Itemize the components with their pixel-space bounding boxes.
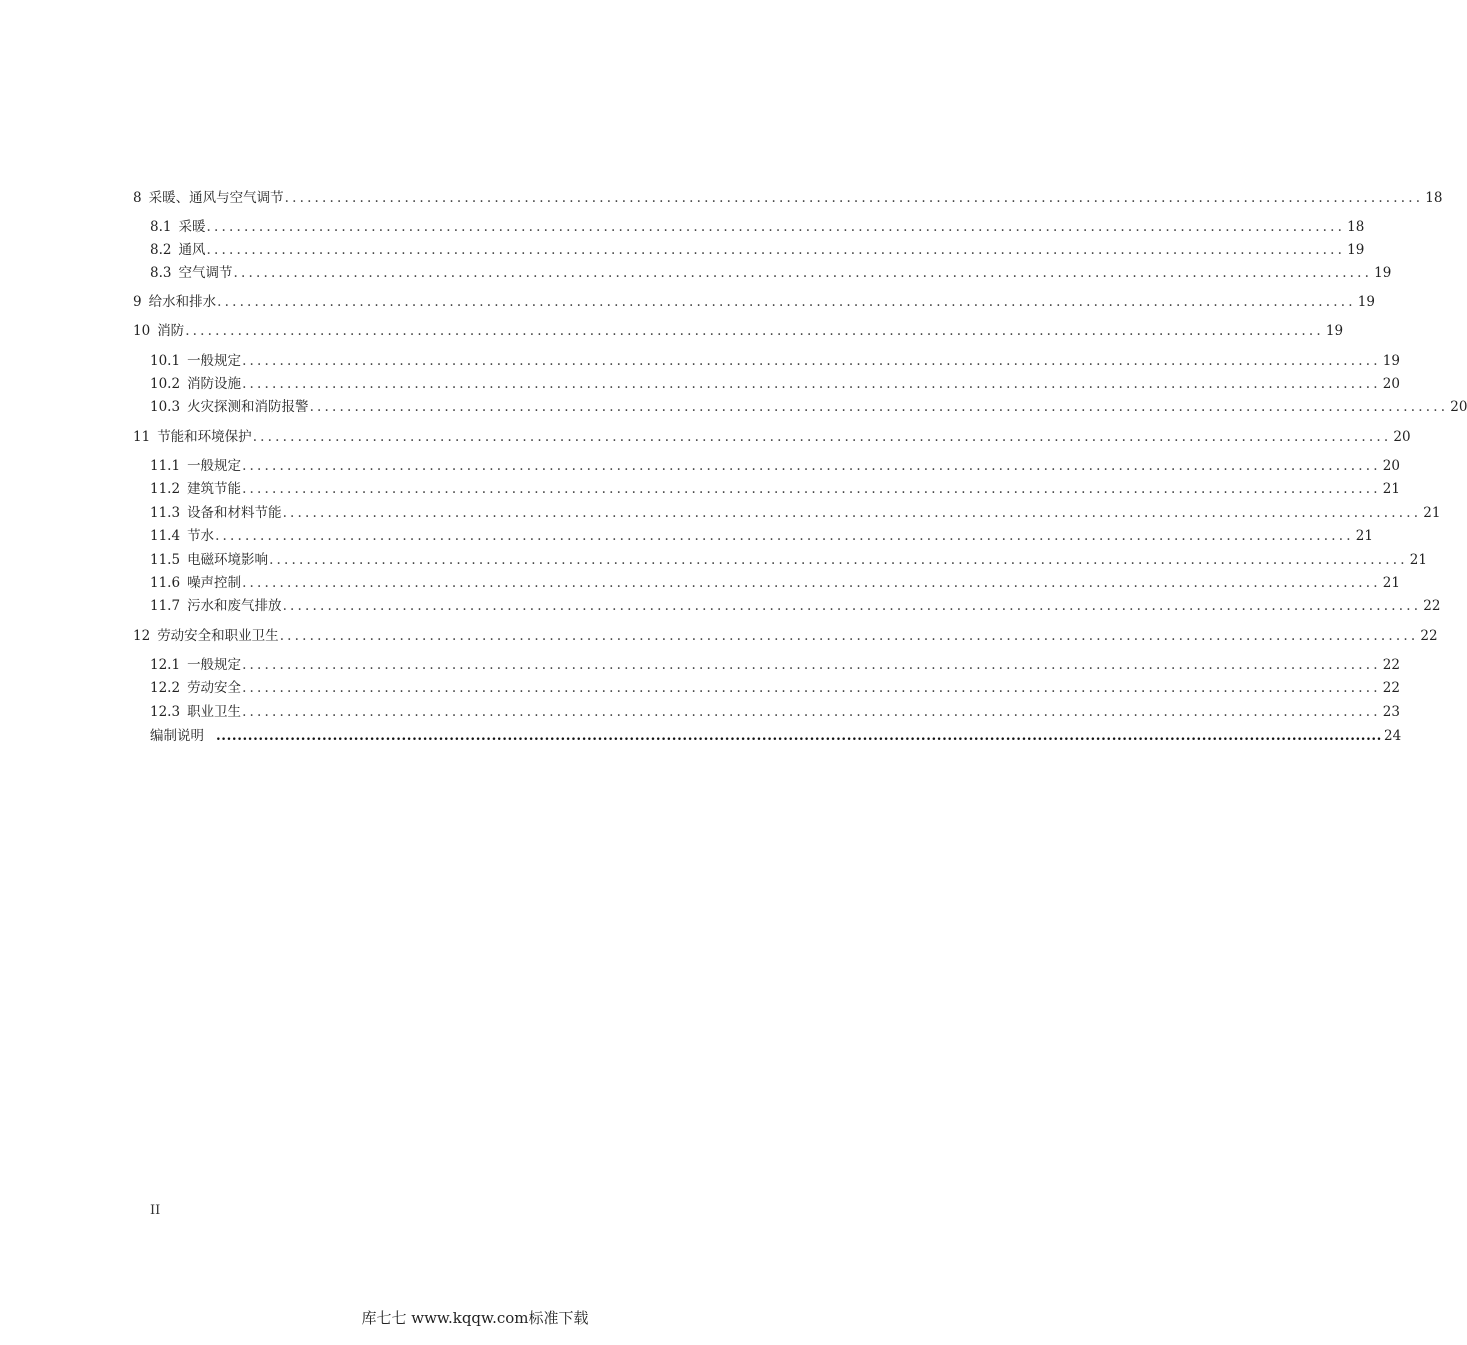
toc-leader-dots: ........................................................................................................................................................ — [185, 323, 1324, 339]
toc-entry-page: 20 — [1450, 399, 1467, 415]
toc-leader-dots: ........................................................................................................................................................ — [282, 598, 1422, 614]
toc-entry-11-3[interactable] — [150, 503, 1441, 523]
toc-entry-12-2[interactable] — [150, 678, 1400, 698]
toc-entry-page: 24 — [1384, 728, 1402, 744]
toc-entry-9[interactable] — [133, 292, 1375, 312]
toc-leader-dots: ........................................................................................................................................................ — [242, 481, 1381, 497]
toc-entry-number: 12.3 — [150, 704, 181, 720]
toc-leader-dots: ........................................................................................................................................................ — [242, 704, 1381, 720]
toc-leader-dots: ........................................................................................................................................................ — [242, 657, 1381, 673]
toc-entry-11-6[interactable] — [150, 573, 1400, 593]
toc-entry-page: 19 — [1357, 294, 1375, 310]
toc-entry-page: 21 — [1355, 528, 1373, 544]
toc-entry-title: 职业卫生 — [187, 704, 242, 720]
toc-entry-page: 18 — [1425, 190, 1443, 206]
toc-entry-page: 19 — [1325, 323, 1344, 339]
toc-entry-number: 11.7 — [150, 598, 181, 614]
toc-entry-title: 消防 — [157, 323, 185, 339]
toc-entry-title: 噪声控制 — [187, 575, 242, 591]
toc-entry-page: 19 — [1347, 242, 1365, 258]
toc-entry-page: 22 — [1423, 598, 1441, 614]
toc-leader-dots: ........................................................................................................................................................ — [242, 458, 1381, 474]
toc-entry-title: 劳动安全 — [187, 680, 242, 696]
toc-entry-12-3[interactable] — [150, 702, 1400, 722]
toc-entry-page: 21 — [1423, 505, 1441, 521]
toc-entry-page: 20 — [1382, 376, 1400, 392]
toc-entry-8-3[interactable] — [150, 263, 1392, 283]
toc-entry-title: 一般规定 — [187, 353, 242, 369]
toc-entry-11-4[interactable] — [150, 526, 1373, 546]
toc-leader-dots: ........................................................................................................................................................ — [279, 628, 1419, 644]
toc-entry-title: 通风 — [178, 242, 206, 258]
toc-entry-number: 11.5 — [150, 552, 181, 568]
toc-entry-8[interactable] — [133, 188, 1443, 208]
toc-entry-number: 10.1 — [150, 353, 181, 369]
toc-entry-11-5[interactable] — [150, 550, 1427, 570]
toc-entry-number: 8.2 — [150, 242, 172, 258]
toc-entry-11-7[interactable] — [150, 596, 1441, 616]
toc-entry-10[interactable] — [133, 321, 1344, 341]
toc-entry-8-2[interactable] — [150, 240, 1365, 260]
toc-entry-title: 火灾探测和消防报警 — [187, 399, 309, 415]
page-number: II — [150, 1203, 161, 1218]
toc-entry-11-1[interactable] — [150, 456, 1400, 476]
toc-leader-dots: ........................................................................................................................................................ — [217, 294, 1356, 310]
toc-leader-dots: ........................................................................................................................................................ — [206, 219, 1346, 235]
toc-leader-dots: ........................................................................................................................................................ — [206, 242, 1346, 258]
toc-entry-number: 8.3 — [150, 265, 172, 281]
toc-leader-dots: ........................................................................................................................................................ — [284, 190, 1424, 206]
toc-entry-11-2[interactable] — [150, 479, 1400, 499]
toc-leader-dots: ........................................................................................................................................................ — [252, 429, 1392, 445]
toc-leader-dots: ........................................................................................................................................................ — [309, 399, 1449, 415]
toc-entry-page: 20 — [1393, 429, 1411, 445]
footer-watermark: 库七七 www.kqqw.com标准下载 — [361, 1309, 589, 1327]
toc-entry-compilation-notes[interactable] — [150, 726, 1402, 746]
toc-entry-number: 10 — [133, 323, 151, 339]
toc-entry-number: 9 — [133, 294, 142, 310]
toc-entry-number: 11.6 — [150, 575, 181, 591]
toc-entry-title: 设备和材料节能 — [187, 505, 282, 521]
toc-entry-page: 22 — [1420, 628, 1438, 644]
toc-entry-page: 19 — [1382, 353, 1400, 369]
toc-entry-number: 12 — [133, 628, 151, 644]
toc-entry-page: 22 — [1382, 680, 1400, 696]
toc-entry-number: 12.1 — [150, 657, 181, 673]
toc-entry-page: 20 — [1382, 458, 1400, 474]
toc-entry-number: 11.2 — [150, 481, 181, 497]
toc-entry-page: 21 — [1382, 575, 1400, 591]
toc-entry-11[interactable] — [133, 427, 1411, 447]
toc-entry-10-3[interactable] — [150, 397, 1467, 417]
toc-entry-page: 21 — [1409, 552, 1427, 568]
toc-entry-number: 10.2 — [150, 376, 181, 392]
toc-entry-10-2[interactable] — [150, 374, 1400, 394]
toc-entry-title: 采暖、通风与空气调节 — [148, 190, 284, 206]
toc-entry-title: 污水和废气排放 — [187, 598, 282, 614]
toc-entry-number: 8 — [133, 190, 142, 206]
toc-entry-title: 电磁环境影响 — [187, 552, 269, 568]
toc-entry-title: 节能和环境保护 — [157, 429, 252, 445]
toc-entry-page: 22 — [1382, 657, 1400, 673]
toc-entry-12-1[interactable] — [150, 655, 1400, 675]
toc-leader-dots: ........................................................................................................................................................ — [242, 376, 1381, 392]
toc-entry-number: 11.1 — [150, 458, 181, 474]
toc-leader-dots: ............................................................................................................................................................................................................................ — [216, 728, 1382, 744]
toc-entry-title: 建筑节能 — [187, 481, 242, 497]
toc-entry-page: 21 — [1382, 481, 1400, 497]
toc-entry-number: 8.1 — [150, 219, 172, 235]
toc-entry-title: 给水和排水 — [148, 294, 217, 310]
toc-entry-title: 空气调节 — [178, 265, 233, 281]
toc-entry-title: 编制说明 — [150, 728, 204, 744]
toc-leader-dots: ........................................................................................................................................................ — [242, 353, 1381, 369]
toc-entry-page: 19 — [1374, 265, 1392, 281]
toc-entry-number: 11 — [133, 429, 151, 445]
toc-entry-title: 消防设施 — [187, 376, 242, 392]
toc-entry-title: 劳动安全和职业卫生 — [157, 628, 279, 644]
toc-entry-number: 10.3 — [150, 399, 181, 415]
toc-entry-number: 12.2 — [150, 680, 181, 696]
toc-leader-dots: ........................................................................................................................................................ — [282, 505, 1422, 521]
toc-entry-8-1[interactable] — [150, 217, 1365, 237]
toc-entry-number: 11.4 — [150, 528, 181, 544]
toc-entry-title: 采暖 — [178, 219, 206, 235]
toc-entry-number: 11.3 — [150, 505, 181, 521]
toc-leader-dots: ........................................................................................................................................................ — [242, 680, 1381, 696]
toc-entry-page: 23 — [1382, 704, 1400, 720]
toc-entry-title: 一般规定 — [187, 458, 242, 474]
toc-leader-dots: ........................................................................................................................................................ — [233, 265, 1373, 281]
toc-entry-title: 节水 — [187, 528, 215, 544]
toc-entry-12[interactable] — [133, 626, 1438, 646]
toc-entry-10-1[interactable] — [150, 351, 1400, 371]
toc-leader-dots: ........................................................................................................................................................ — [269, 552, 1408, 568]
toc-entry-page: 18 — [1347, 219, 1365, 235]
toc-leader-dots: ........................................................................................................................................................ — [215, 528, 1354, 544]
toc-leader-dots: ........................................................................................................................................................ — [242, 575, 1381, 591]
toc-entry-title: 一般规定 — [187, 657, 242, 673]
